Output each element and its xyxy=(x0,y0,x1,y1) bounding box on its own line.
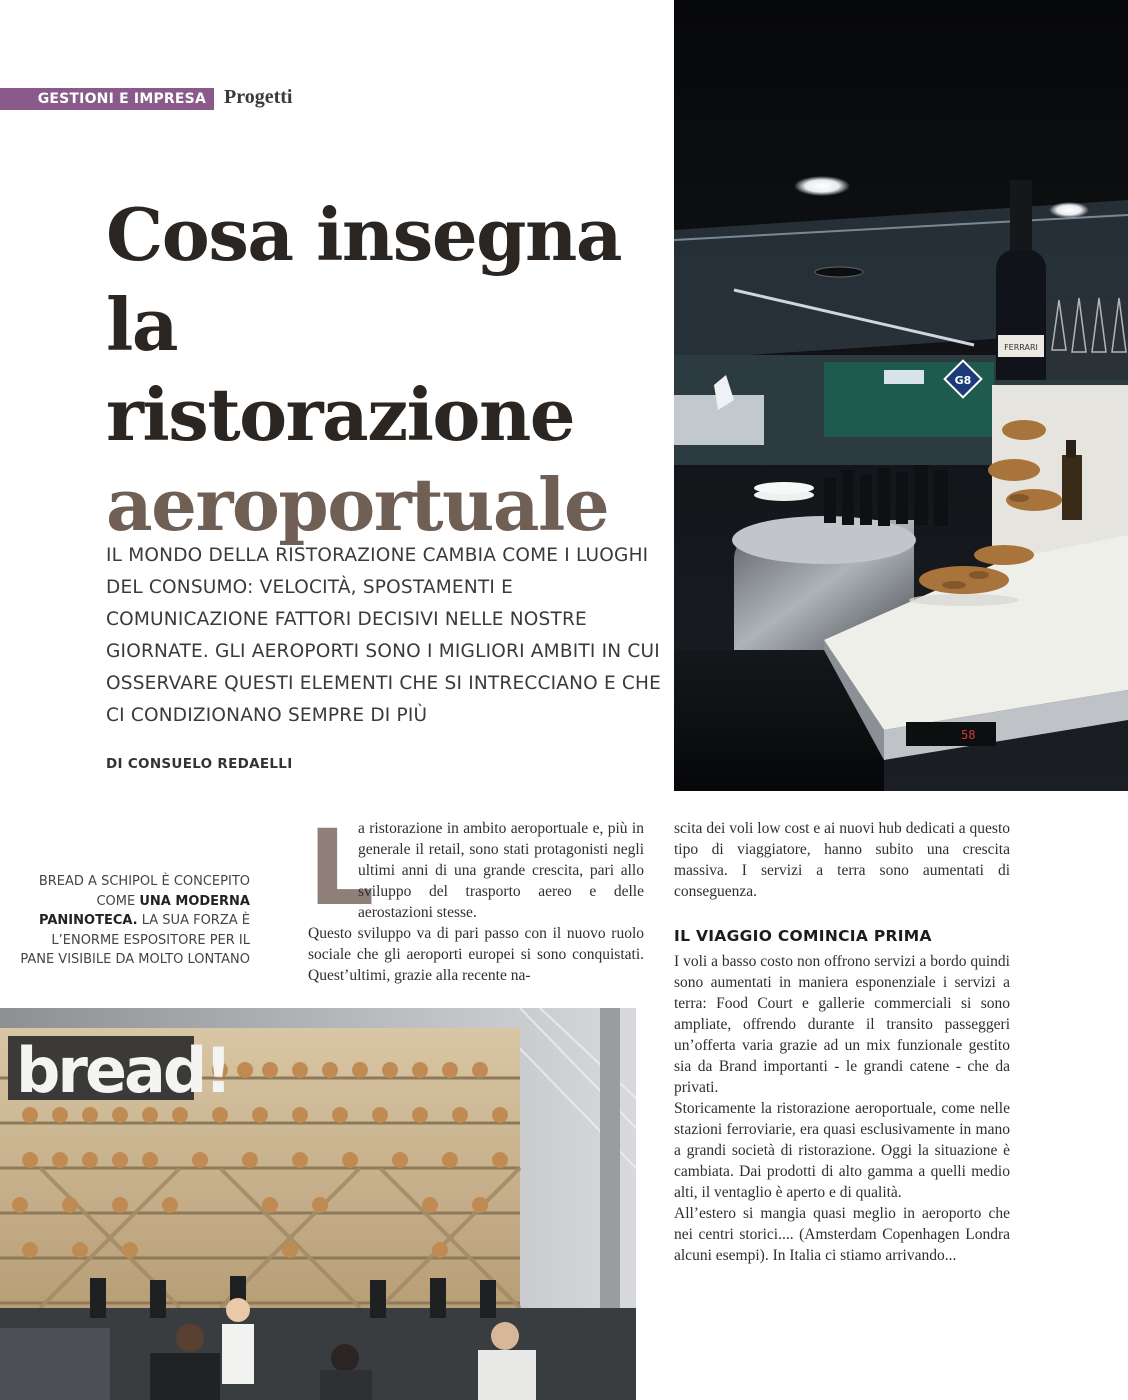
section-subtitle: Progetti xyxy=(224,86,293,108)
body-column-2 xyxy=(674,818,1010,1266)
section-tag: GESTIONI E IMPRESA xyxy=(0,88,214,110)
body-paragraph-2-start: Questo sviluppo va di pari passo con il nuovo ruolo sociale che gli aeroporti europei si sono conquistati. Quest’ultimi, grazie alla recente na- xyxy=(308,925,644,984)
bottle-label-text: FERRARI xyxy=(1004,343,1038,352)
airport-bar-illustration xyxy=(674,0,1128,791)
body-subhead: IL VIAGGIO COMINCIA PRIMA xyxy=(674,927,932,945)
body-paragraph-2-end: scita dei voli low cost e ai nuovi hub dedicati a questo tipo di viaggiatore, hanno subito una crescita massiva. I servizi a terra sono aumentati di conseguenza. xyxy=(674,820,1010,900)
article-headline xyxy=(106,190,666,550)
bread-sign-text: bread! xyxy=(16,1034,230,1107)
display-readout: 58 xyxy=(961,728,976,742)
article-lead: IL MONDO DELLA RISTORAZIONE CAMBIA COME I LUOGHI DEL CONSUMO: VELOCITÀ, SPOSTAMENTI E COMUNICAZIONE FATTORI DECISIVI NELLE NOSTRE GIORNATE. GLI AEROPORTI SONO I MIGLIORI AMBITI IN CUI OSSERVARE QUESTI ELEMENTI CHE SI INTRECCIANO E CHE CI CONDIZIONANO SEMPRE DI PIÙ xyxy=(106,545,662,726)
bread-shop-photo xyxy=(0,1008,636,1400)
bread-sign xyxy=(8,1034,230,1107)
headline-line-3: aeroportuale xyxy=(106,462,609,547)
caption-highlight: UNA MODERNA PANINOTECA. xyxy=(39,893,250,928)
caption-text-2: LA SUA FORZA È L’ENORME ESPOSITORE PER IL PANE VISIBILE DA MOLTO LONTANO xyxy=(20,913,250,967)
body-paragraph-5: All’estero si mangia quasi meglio in aeroporto che nei centri storici.... (Amsterdam Copenhagen Londra alcuni esempi). In Italia ci stiamo arrivando... xyxy=(674,1205,1010,1264)
body-paragraph-3: I voli a basso costo non offrono servizi a bordo quindi sono aumentati in maniera esponenziale i servizi a terra: Food Court e gallerie commerciali si sono ampliate, offrendo durante il transito passeggeri un’offerta varia grazie ad un mix funzionale gestito sia da Brand importanti - le grandi catene - che da privati. xyxy=(674,953,1010,1096)
body-column-1 xyxy=(308,807,644,986)
article-byline: DI CONSUELO REDAELLI xyxy=(106,756,293,772)
caption-text-1: BREAD A SCHIPOL È CONCEPITO COME xyxy=(38,874,250,909)
drop-cap: L xyxy=(308,807,375,929)
photo-caption xyxy=(20,872,250,970)
headline-line-2: la ristorazione xyxy=(106,282,575,457)
headline-line-1: Cosa insegna xyxy=(106,192,621,277)
airport-bar-photo xyxy=(674,0,1128,791)
bread-shop-illustration xyxy=(0,1008,636,1400)
gate-sign-text: G8 xyxy=(954,374,972,387)
body-paragraph-4: Storicamente la ristorazione aeroportuale, come nelle stazioni ferroviarie, era quasi esclusivamente in mano a grandi società di ristorazione. Oggi la situazione è cambiata. Dai prodotti di alto gamma a quelli medio alti, il ventaglio è aperto e di qualità. xyxy=(674,1100,1010,1201)
body-paragraph-1: a ristorazione in ambito aeroportuale e, più in generale il retail, sono stati protagonisti negli ultimi anni di una grande crescita, pari allo sviluppo del trasporto aereo e delle aerostazioni stesse. xyxy=(358,820,644,921)
